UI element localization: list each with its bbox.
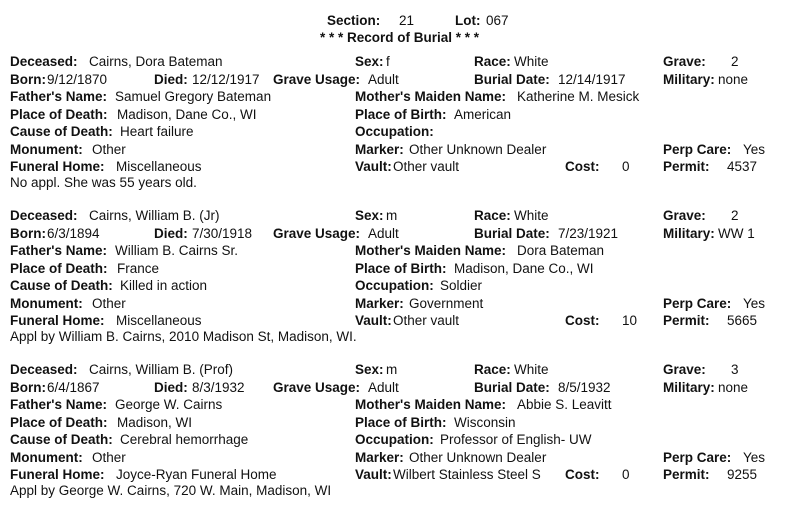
perp-care-label: Perp Care: [663, 142, 732, 157]
grave-label: Grave: [663, 54, 706, 69]
race-value: White [514, 54, 549, 69]
fathers-name-label: Father's Name: [10, 89, 107, 104]
place-of-birth-label: Place of Birth: [355, 107, 447, 122]
race-label: Race: [474, 362, 511, 377]
mothers-maiden-name-label: Mother's Maiden Name: [355, 243, 506, 258]
grave-value: 2 [731, 208, 739, 223]
grave-usage-value: Adult [368, 72, 399, 87]
place-of-birth-value: Wisconsin [454, 415, 516, 430]
vault-label: Vault: [355, 313, 392, 328]
military-label: Military: [663, 226, 715, 241]
born-label: Born: [10, 380, 46, 395]
fathers-name-value: William B. Cairns Sr. [115, 243, 239, 258]
cost-value: 0 [622, 467, 630, 482]
place-of-death-label: Place of Death: [10, 415, 108, 430]
cause-of-death-value: Killed in action [120, 278, 208, 293]
permit-label: Permit: [663, 467, 710, 482]
marker-value: Government [409, 296, 484, 311]
grave-usage-label: Grave Usage: [273, 72, 361, 87]
sex-value: m [386, 362, 398, 377]
sex-label: Sex: [355, 362, 384, 377]
born-value: 6/3/1894 [47, 226, 100, 241]
died-value: 12/12/1917 [192, 72, 260, 87]
cause-of-death-value: Heart failure [120, 124, 194, 139]
born-label: Born: [10, 226, 46, 241]
place-of-birth-label: Place of Birth: [355, 415, 447, 430]
fathers-name-label: Father's Name: [10, 243, 107, 258]
section-label: Section: [327, 13, 381, 28]
mothers-maiden-name-label: Mother's Maiden Name: [355, 397, 506, 412]
lot-value: 067 [486, 13, 509, 28]
burial-date-value: 7/23/1921 [558, 226, 619, 241]
monument-label: Monument: [10, 142, 83, 157]
place-of-birth-value: American [454, 107, 512, 122]
marker-value: Other Unknown Dealer [409, 450, 547, 465]
deceased-value: Cairns, Dora Bateman [89, 54, 223, 69]
monument-value: Other [92, 296, 126, 311]
funeral-home-label: Funeral Home: [10, 313, 105, 328]
perp-care-label: Perp Care: [663, 450, 732, 465]
grave-label: Grave: [663, 362, 706, 377]
military-label: Military: [663, 72, 715, 87]
lot-label: Lot: [455, 13, 481, 28]
place-of-death-label: Place of Death: [10, 107, 108, 122]
occupation-label: Occupation: [355, 124, 434, 139]
mothers-maiden-name-value: Abbie S. Leavitt [517, 397, 612, 412]
grave-usage-value: Adult [368, 380, 399, 395]
vault-value: Wilbert Stainless Steel S [393, 467, 541, 482]
cause-of-death-label: Cause of Death: [10, 278, 113, 293]
race-label: Race: [474, 54, 511, 69]
vault-label: Vault: [355, 159, 392, 174]
record-note: Appl by George W. Cairns, 720 W. Main, Madison, WI [10, 483, 332, 498]
deceased-label: Deceased: [10, 362, 78, 377]
died-label: Died: [154, 226, 188, 241]
deceased-label: Deceased: [10, 54, 78, 69]
place-of-birth-label: Place of Birth: [355, 261, 447, 276]
marker-label: Marker: [355, 296, 404, 311]
sex-value: f [386, 54, 390, 69]
burial-date-label: Burial Date: [474, 226, 550, 241]
mothers-maiden-name-value: Katherine M. Mesick [517, 89, 640, 104]
page-title: * * * Record of Burial * * * [320, 30, 480, 45]
perp-care-value: Yes [743, 142, 766, 157]
cost-label: Cost: [565, 313, 600, 328]
cause-of-death-value: Cerebral hemorrhage [120, 432, 249, 447]
race-label: Race: [474, 208, 511, 223]
died-label: Died: [154, 380, 188, 395]
vault-value: Other vault [393, 313, 460, 328]
vault-label: Vault: [355, 467, 392, 482]
mothers-maiden-name-label: Mother's Maiden Name: [355, 89, 506, 104]
monument-value: Other [92, 450, 126, 465]
place-of-death-value: Madison, Dane Co., WI [117, 107, 257, 122]
funeral-home-label: Funeral Home: [10, 159, 105, 174]
military-value: none [718, 380, 749, 395]
marker-value: Other Unknown Dealer [409, 142, 547, 157]
monument-label: Monument: [10, 296, 83, 311]
deceased-label: Deceased: [10, 208, 78, 223]
grave-usage-label: Grave Usage: [273, 380, 361, 395]
military-value: none [718, 72, 749, 87]
cost-label: Cost: [565, 159, 600, 174]
military-value: WW 1 [718, 226, 755, 241]
cost-value: 10 [622, 313, 638, 328]
cost-label: Cost: [565, 467, 600, 482]
marker-label: Marker: [355, 142, 404, 157]
fathers-name-value: George W. Cairns [115, 397, 223, 412]
permit-value: 5665 [727, 313, 758, 328]
perp-care-label: Perp Care: [663, 296, 732, 311]
fathers-name-value: Samuel Gregory Bateman [115, 89, 272, 104]
occupation-value: Professor of English- UW [440, 432, 592, 447]
monument-value: Other [92, 142, 126, 157]
burial-date-value: 12/14/1917 [558, 72, 626, 87]
permit-label: Permit: [663, 159, 710, 174]
burial-date-label: Burial Date: [474, 72, 550, 87]
place-of-death-label: Place of Death: [10, 261, 108, 276]
funeral-home-value: Miscellaneous [116, 313, 202, 328]
race-value: White [514, 362, 549, 377]
funeral-home-value: Miscellaneous [116, 159, 202, 174]
grave-usage-value: Adult [368, 226, 399, 241]
place-of-death-value: France [117, 261, 160, 276]
marker-label: Marker: [355, 450, 404, 465]
burial-date-value: 8/5/1932 [558, 380, 611, 395]
funeral-home-label: Funeral Home: [10, 467, 105, 482]
grave-value: 3 [731, 362, 739, 377]
deceased-value: Cairns, William B. (Prof) [89, 362, 234, 377]
grave-value: 2 [731, 54, 739, 69]
died-value: 8/3/1932 [192, 380, 245, 395]
born-value: 6/4/1867 [47, 380, 100, 395]
sex-value: m [386, 208, 398, 223]
born-value: 9/12/1870 [47, 72, 108, 87]
sex-label: Sex: [355, 208, 384, 223]
cause-of-death-label: Cause of Death: [10, 124, 113, 139]
place-of-birth-value: Madison, Dane Co., WI [454, 261, 594, 276]
permit-value: 9255 [727, 467, 758, 482]
occupation-label: Occupation: [355, 278, 434, 293]
record-note: Appl by William B. Cairns, 2010 Madison St, Madison, WI. [10, 329, 357, 344]
died-label: Died: [154, 72, 188, 87]
mothers-maiden-name-value: Dora Bateman [517, 243, 605, 258]
deceased-value: Cairns, William B. (Jr) [89, 208, 220, 223]
sex-label: Sex: [355, 54, 384, 69]
vault-value: Other vault [393, 159, 460, 174]
born-label: Born: [10, 72, 46, 87]
permit-label: Permit: [663, 313, 710, 328]
funeral-home-value: Joyce-Ryan Funeral Home [116, 467, 277, 482]
burial-date-label: Burial Date: [474, 380, 550, 395]
place-of-death-value: Madison, WI [117, 415, 193, 430]
fathers-name-label: Father's Name: [10, 397, 107, 412]
race-value: White [514, 208, 549, 223]
occupation-value: Soldier [440, 278, 483, 293]
perp-care-value: Yes [743, 296, 766, 311]
grave-usage-label: Grave Usage: [273, 226, 361, 241]
cost-value: 0 [622, 159, 630, 174]
grave-label: Grave: [663, 208, 706, 223]
perp-care-value: Yes [743, 450, 766, 465]
permit-value: 4537 [727, 159, 758, 174]
record-note: No appl. She was 55 years old. [10, 175, 197, 190]
section-value: 21 [399, 13, 415, 28]
monument-label: Monument: [10, 450, 83, 465]
died-value: 7/30/1918 [192, 226, 253, 241]
military-label: Military: [663, 380, 715, 395]
cause-of-death-label: Cause of Death: [10, 432, 113, 447]
occupation-label: Occupation: [355, 432, 434, 447]
